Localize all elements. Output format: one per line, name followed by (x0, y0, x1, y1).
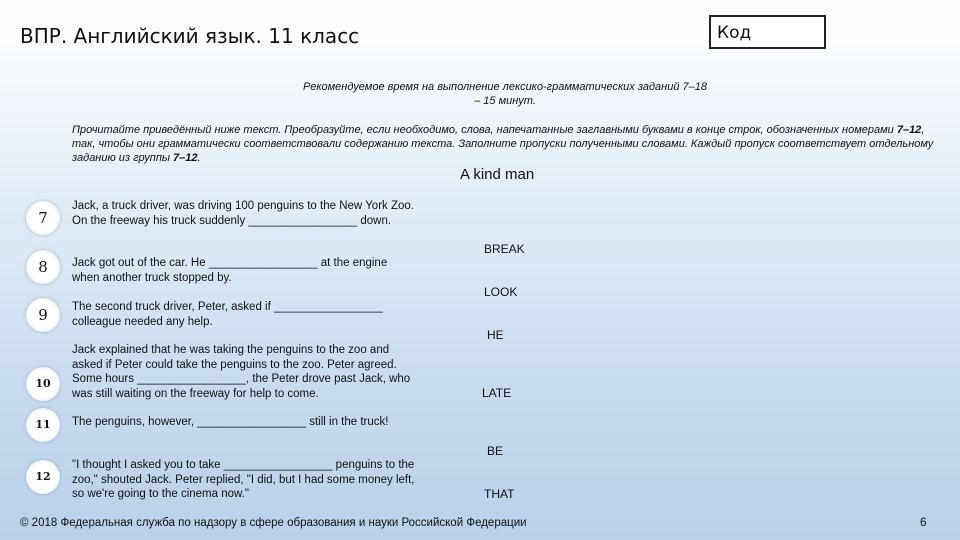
task-number-8: 8 (26, 250, 60, 284)
task-text-12: "I thought I asked you to take _________________ penguins to the zoo," shouted Jack. Peter replied, "I did, but I had some money left, so we're going to the cinema now." (72, 459, 415, 500)
instructions-range-1: 7–12 (896, 124, 922, 136)
task-text-7: Jack, a truck driver, was driving 100 penguins to the New York Zoo. On the freeway his truck suddenly _________________ down. (72, 200, 414, 227)
task-text-10: Jack explained that he was taking the penguins to the zoo and asked if Peter could take the penguins to the zoo. Peter agreed. Some hours _________________, the Peter drove past Jack, who was still waiting on the freeway for help to come. (72, 344, 411, 400)
instructions-part-3: . (197, 152, 201, 164)
task-word-10: LATE (482, 386, 512, 400)
task-word-8: LOOK (484, 285, 518, 299)
task-number-11: 11 (26, 408, 60, 442)
task-word-12: THAT (484, 487, 515, 501)
task-text-8: Jack got out of the car. He _________________ at the engine when another truck stopped by. (72, 257, 388, 284)
instructions-part-2: , так, чтобы они грамматически соответствовали содержанию текста. Заполните пропуски полученными словами. Каждый пропуск соответствует отдельному заданию из группы (72, 124, 934, 164)
footer-copyright: © 2018 Федеральная служба по надзору в сфере образования и науки Российской Федерации (20, 517, 527, 529)
task-number-7: 7 (26, 201, 60, 235)
task-word-9: HE (487, 328, 504, 342)
instructions-part-1: Прочитайте приведённый ниже текст. Преобразуйте, если необходимо, слова, напечатанные заглавными буквами в конце строк, обозначенных номерами (72, 124, 897, 136)
text-title: A kind man (460, 166, 535, 183)
code-field[interactable]: Код (709, 15, 826, 49)
instructions-range-2: 7–12 (173, 152, 198, 164)
task-word-7: BREAK (484, 242, 525, 256)
task-number-9: 9 (26, 298, 60, 332)
recommended-time-note: Рекомендуемое время на выполнение лексико-грамматических заданий 7–18 – 15 минут. (303, 81, 707, 107)
instructions (72, 123, 942, 165)
task-number-10: 10 (26, 367, 60, 401)
task-word-11: BE (487, 444, 504, 458)
page-number: 6 (920, 517, 927, 529)
task-text-9: The second truck driver, Peter, asked if _________________ colleague needed any help. (72, 301, 383, 328)
task-text-11: The penguins, however, _________________ still in the truck! (72, 416, 389, 428)
page-title: ВПР. Английский язык. 11 класс (20, 24, 360, 48)
task-number-12: 12 (26, 460, 60, 494)
